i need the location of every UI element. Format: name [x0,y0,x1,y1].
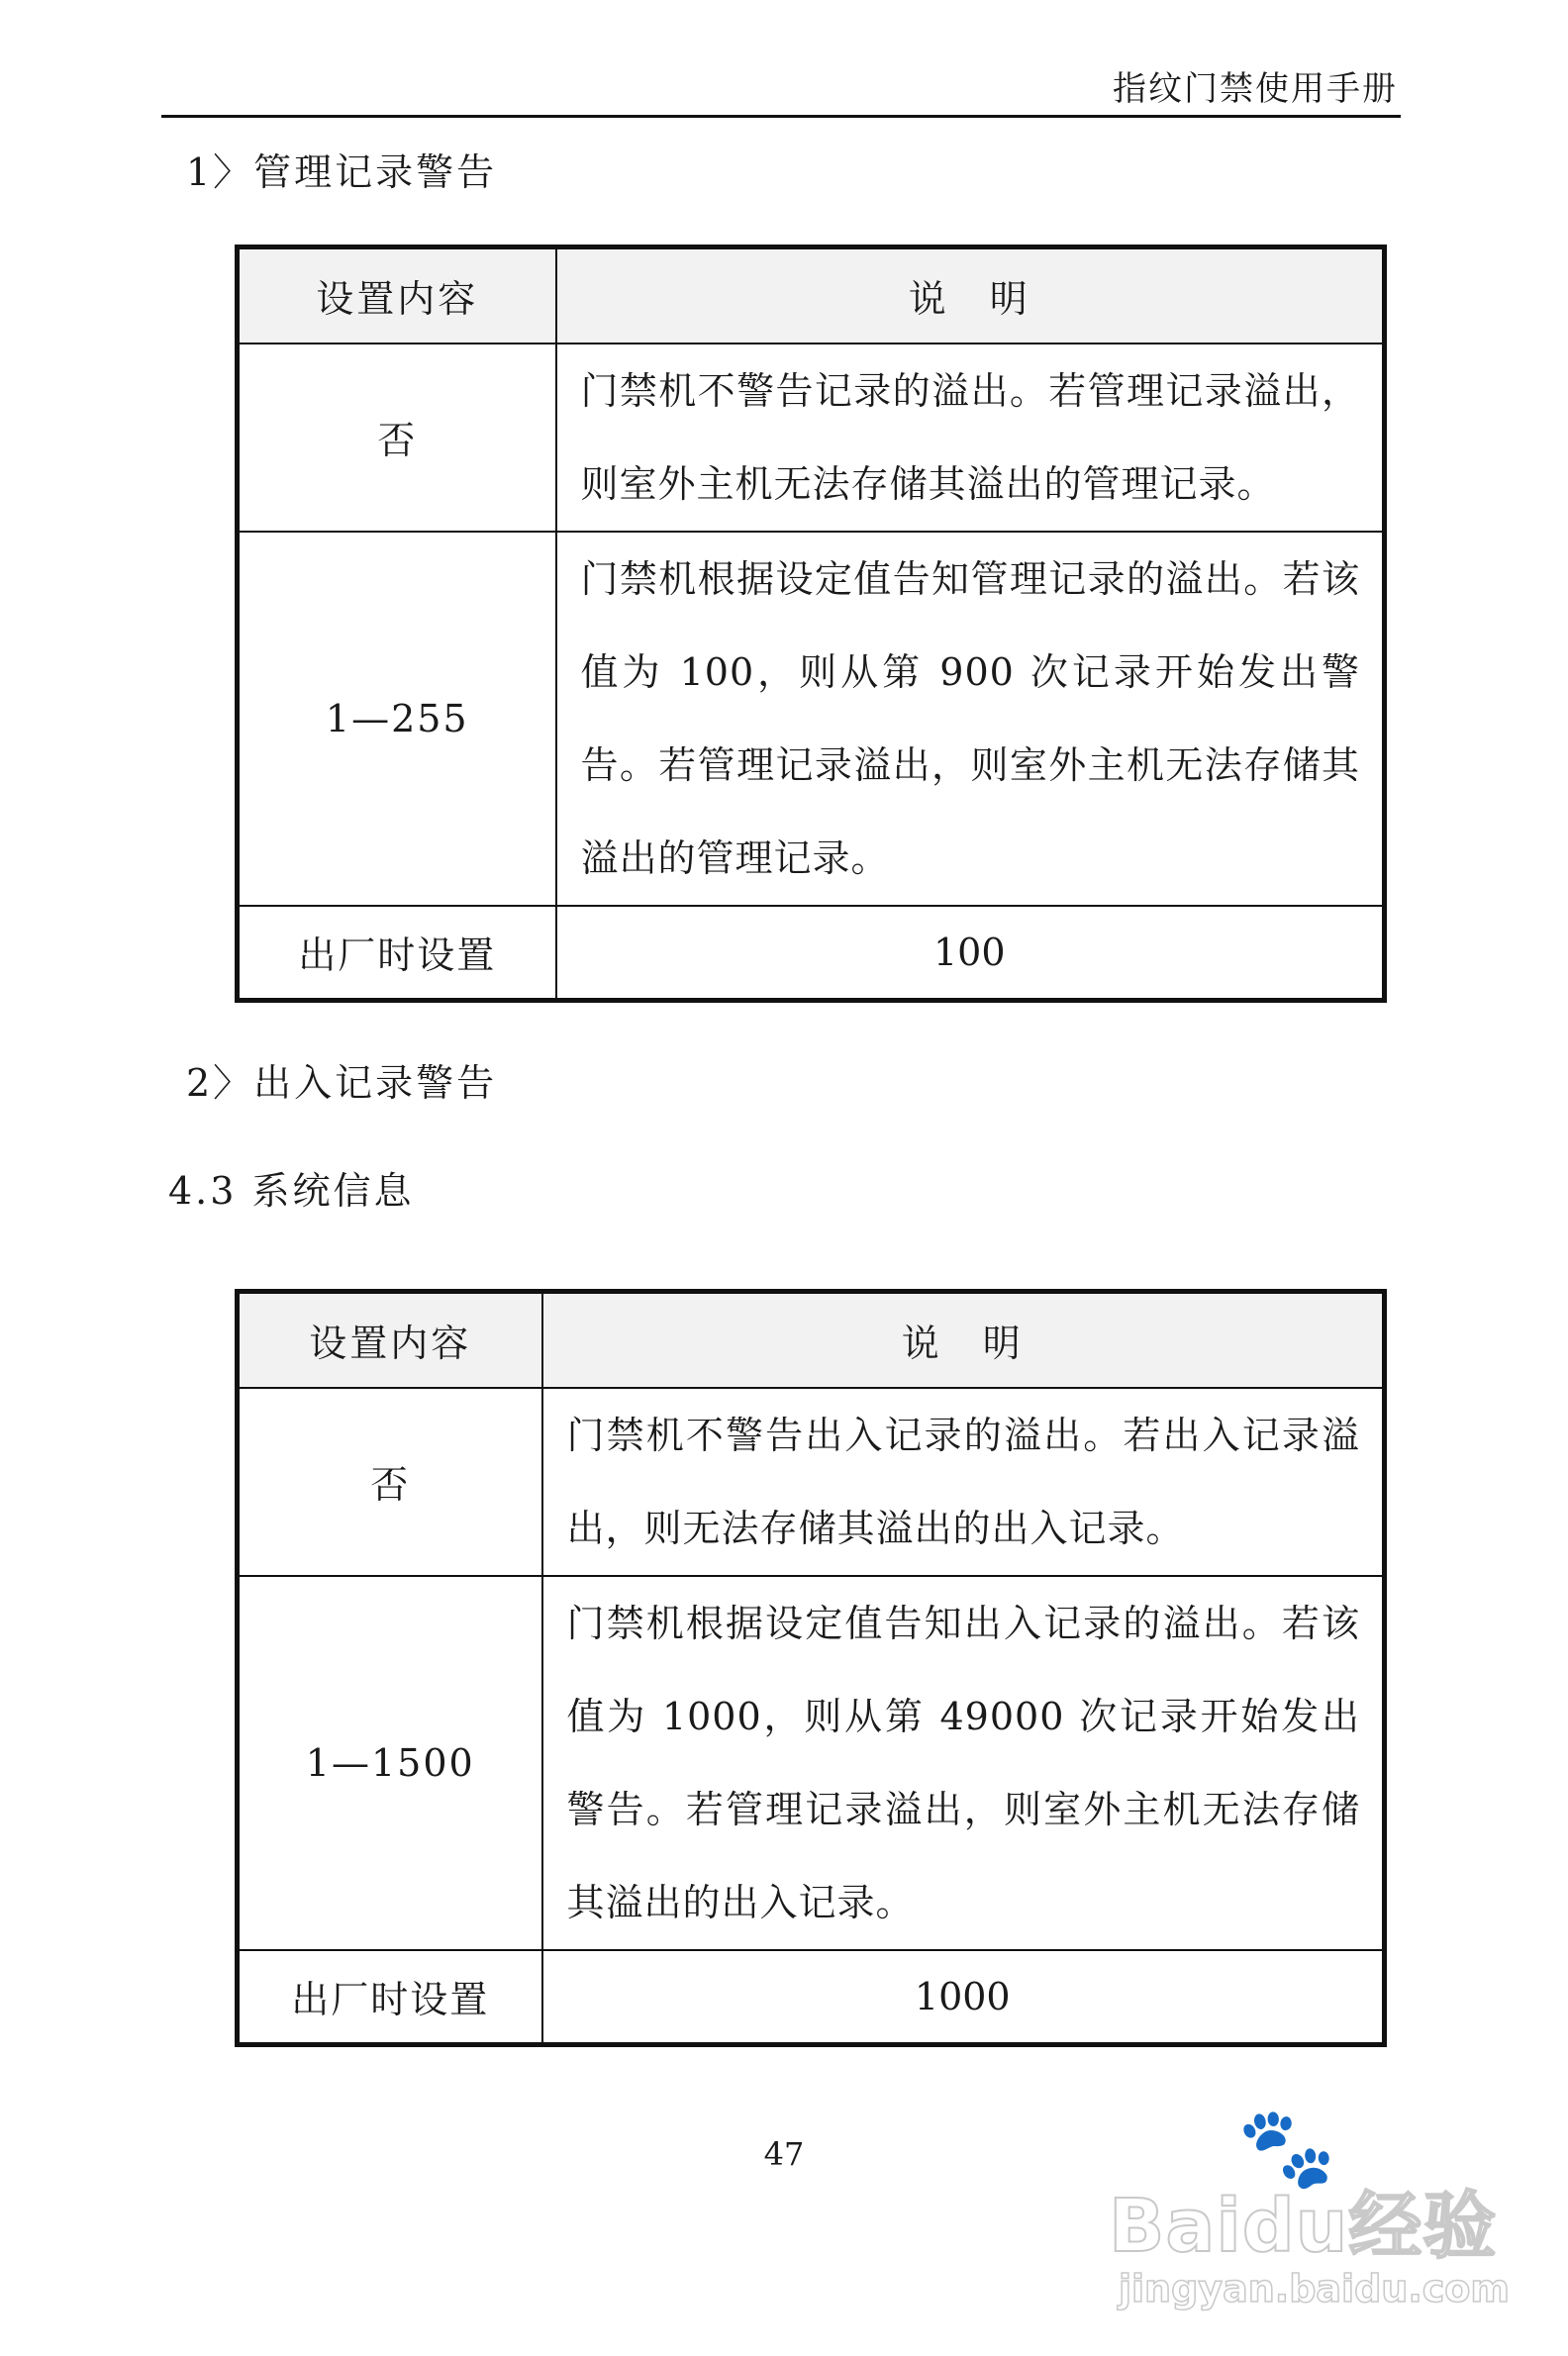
setting-cell: 出厂时设置 [238,906,556,1001]
description-cell: 门禁机根据设定值告知出入记录的溢出。若该值为 1000，则从第 49000 次记录开始发出警告。若管理记录溢出，则室外主机无法存储其溢出的出入记录。 [542,1576,1385,1950]
description-cell: 门禁机不警告出入记录的溢出。若出入记录溢出，则无法存储其溢出的出入记录。 [542,1388,1385,1576]
setting-cell: 1—1500 [238,1576,542,1950]
table-row [238,1388,1385,1576]
factory-default-value: 100 [556,906,1385,1001]
header-rule [161,115,1401,118]
setting-cell: 出厂时设置 [238,1950,542,2045]
section-heading-access-warning: 2〉出入记录警告 [186,1061,498,1105]
management-record-table [235,245,1387,1003]
column-header-setting: 设置内容 [238,247,556,344]
column-header-description: 说 明 [556,247,1385,344]
paw-icon: 🐾 [1237,2102,1336,2194]
column-header-description: 说 明 [542,1292,1385,1388]
access-record-table [235,1289,1387,2047]
setting-cell: 否 [238,1388,542,1576]
factory-default-value: 1000 [542,1950,1385,2045]
table-row [238,906,1385,1001]
section-heading-management-warning: 1〉管理记录警告 [186,150,498,194]
setting-cell: 否 [238,344,556,532]
description-cell: 门禁机根据设定值告知管理记录的溢出。若该值为 100，则从第 900 次记录开始发出警告。若管理记录溢出，则室外主机无法存储其溢出的管理记录。 [556,532,1385,906]
table-header-row [238,247,1385,344]
table-row [238,532,1385,906]
table-row [238,344,1385,532]
watermark-url: jingyan.baidu.com [1119,2267,1510,2310]
column-header-setting: 设置内容 [238,1292,542,1388]
setting-cell: 1—255 [238,532,556,906]
watermark-logo: Baidu经验 [1109,2184,1498,2269]
table-row [238,1950,1385,2045]
table-row [238,1576,1385,1950]
description-cell: 门禁机不警告记录的溢出。若管理记录溢出，则室外主机无法存储其溢出的管理记录。 [556,344,1385,532]
section-heading-system-info: 4.3 系统信息 [168,1169,415,1213]
baidu-watermark [1109,2102,1510,2316]
table-header-row [238,1292,1385,1388]
page-number: 47 [763,2135,805,2173]
header-title: 指纹门禁使用手册 [1113,69,1398,109]
